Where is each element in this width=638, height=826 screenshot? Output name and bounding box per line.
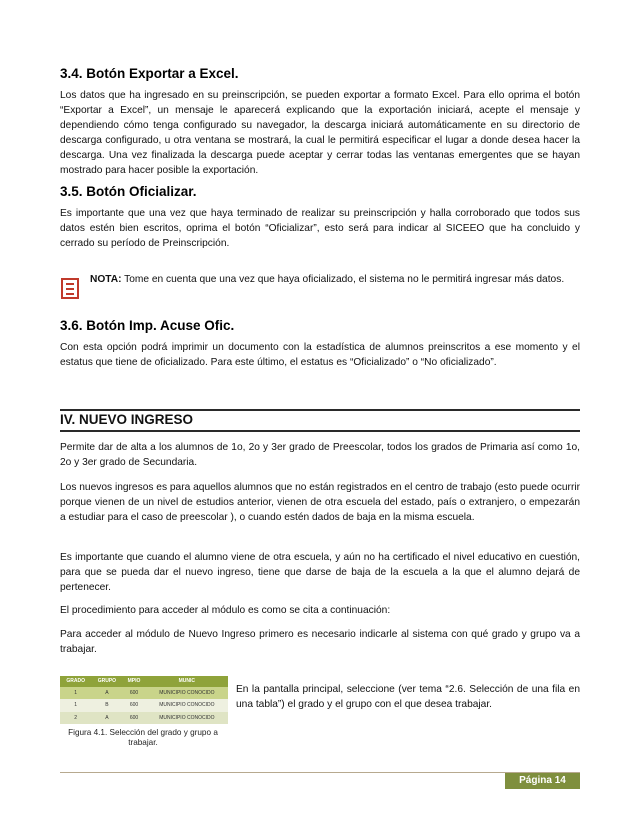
table-cell: 1: [60, 699, 91, 711]
table-cell: MUNICIPIO CONOCIDO: [146, 699, 228, 711]
section-divider: [60, 430, 580, 432]
section-body: Los datos que ha ingresado en su preinscripción, se pueden exportar a formato Excel. Para ello oprima el botón “Exportar a Excel”, un mensaje le aparecerá explicando que la exportación iniciará, acepte el mensaje y dependiendo cómo tenga configurado su navegador, la descarga iniciará automáticamente en su directorio de descarga configurado, u otra ventana se mostrará, la cual le permitirá especificar el lugar a donde desea hacer la descarga. Una vez finalizada la descarga puede aceptar y cerrar todas las ventanas emergentes que se hayan mostrado para hacer posible la exportación.: [60, 90, 580, 176]
section-body: Con esta opción podrá imprimir un documento con la estadística de alumnos preinscritos a ese momento y el estatus que tiene de oficializado. Para este último, el estatus es “Oficializado” o “No oficializado”.: [60, 342, 580, 368]
note-icon: [61, 278, 79, 299]
paragraph: El procedimiento para acceder al módulo es como se cita a continuación:: [60, 605, 391, 616]
table-row[interactable]: [60, 699, 228, 711]
section-3-5: [60, 184, 580, 251]
table-cell: 600: [122, 712, 145, 724]
section-body: Es importante que una vez que haya terminado de realizar su preinscripción y halla corroborado que todos sus datos estén bien escritos, oprima el botón “Oficializar”, esto será para indicar al SICEEO que ha concluido y cerrado su período de Preinscripción.: [60, 208, 580, 249]
footer-divider: [60, 772, 580, 773]
section-3-6: [60, 318, 580, 370]
note-label: NOTA:: [90, 274, 122, 285]
section-heading: 3.6. Botón Imp. Acuse Ofic.: [60, 318, 235, 333]
table-cell: 600: [122, 699, 145, 711]
table-cell: 600: [122, 687, 145, 699]
table-cell: MUNICIPIO CONOCIDO: [146, 712, 228, 724]
chapter-heading: IV. NUEVO INGRESO: [60, 412, 194, 427]
grade-group-table: [60, 676, 228, 724]
paragraph: Para acceder al módulo de Nuevo Ingreso primero es necesario indicarle al sistema con qué grado y grupo va a trabajar.: [60, 629, 580, 655]
table-cell: A: [91, 712, 122, 724]
note-text: [90, 272, 580, 287]
table-cell: B: [91, 699, 122, 711]
paragraph: Los nuevos ingresos es para aquellos alumnos que no están registrados en el centro de trabajo (esto puede ocurrir porque vienen de un nivel de estudios anterior, vienen de otra escuela del estado, país o extranjero, o empezarán a estudiar para el caso de preescolar ), o cuando estén dados de baja en la misma escuela.: [60, 482, 580, 523]
note-content: Tome en cuenta que una vez que haya oficializado, el sistema no le permitirá ingresar más datos.: [121, 274, 565, 285]
figure-4-1: [60, 676, 230, 748]
table-cell: A: [91, 687, 122, 699]
note-box: [60, 272, 580, 308]
paragraph: Permite dar de alta a los alumnos de 1o, 2o y 3er grado de Preescolar, todos los grados de Primaria así como 1o, 2o y 3er grado de Secundaria.: [60, 442, 580, 468]
table-header: GRUPO: [91, 676, 122, 687]
figure-side-text: En la pantalla principal, seleccione (ver tema “2.6. Selección de una fila en una tabla”) el grado y el grupo con el que desea trabajar.: [236, 684, 580, 710]
table-cell: MUNICIPIO CONOCIDO: [146, 687, 228, 699]
table-header: GRADO: [60, 676, 91, 687]
paragraph: Es importante que cuando el alumno viene de otra escuela, y aún no ha certificado el nivel educativo en cuestión, para que se pueda dar el nuevo ingreso, tiene que darse de baja de la escuela a la que el alumno dejará de pertenecer.: [60, 552, 580, 593]
table-cell: 2: [60, 712, 91, 724]
section-heading: 3.5. Botón Oficializar.: [60, 184, 197, 199]
figure-caption: Figura 4.1. Selección del grado y grupo a trabajar.: [68, 728, 218, 747]
section-heading: 3.4. Botón Exportar a Excel.: [60, 66, 239, 81]
table-row[interactable]: [60, 712, 228, 724]
page-number: Página 14: [505, 773, 580, 789]
table-header: MPIO: [122, 676, 145, 687]
section-3-4: [60, 66, 580, 178]
table-header: MUNIC: [146, 676, 228, 687]
table-row[interactable]: [60, 687, 228, 699]
section-divider: [60, 409, 580, 411]
table-cell: 1: [60, 687, 91, 699]
